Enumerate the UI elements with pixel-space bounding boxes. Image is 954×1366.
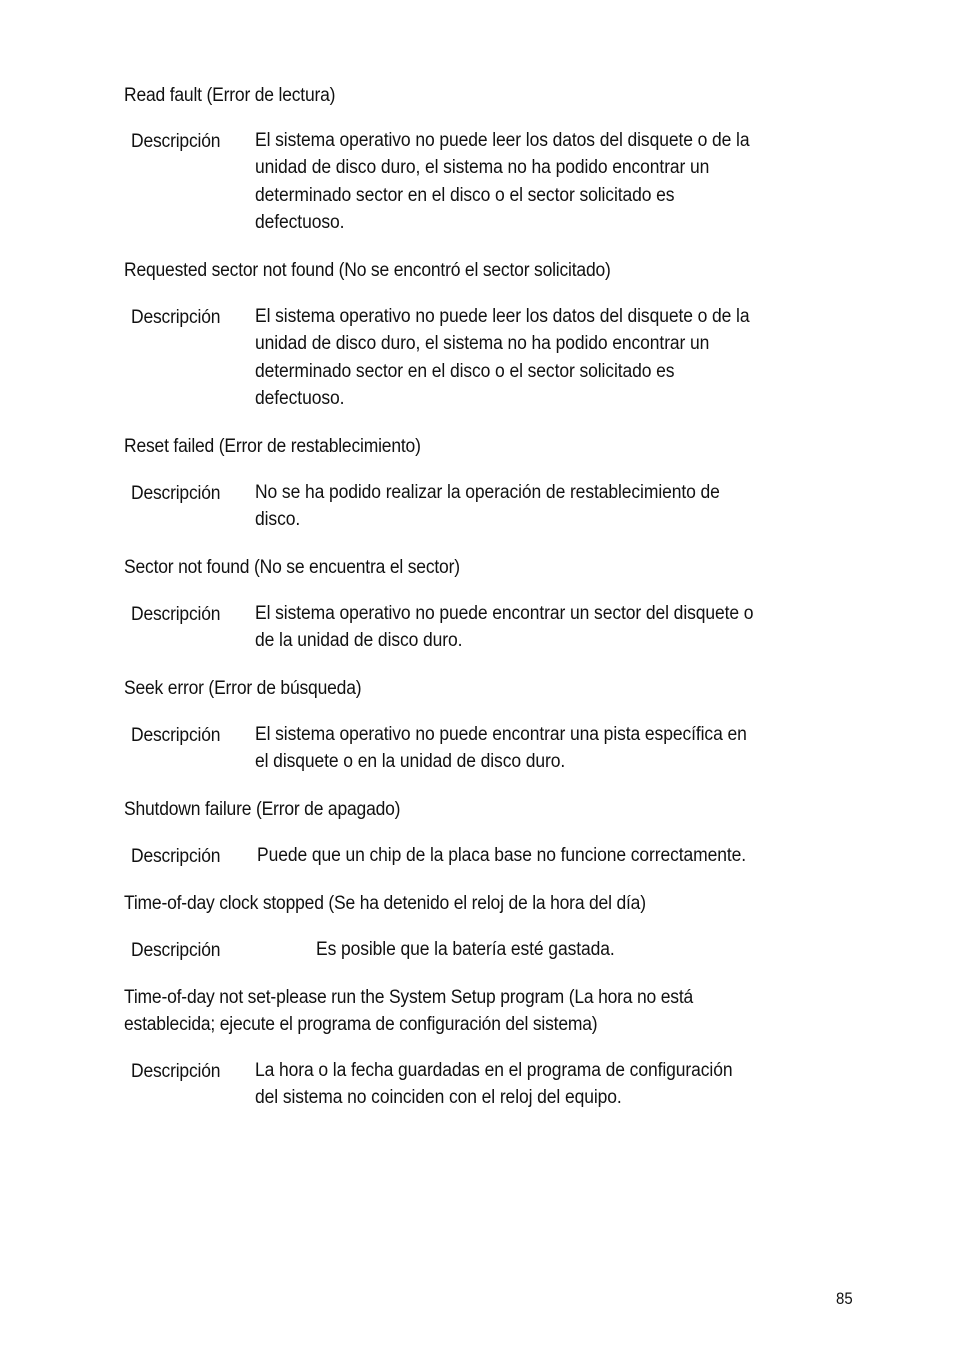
description-label: Descripción bbox=[131, 1061, 221, 1082]
description-label: Descripción bbox=[131, 846, 221, 867]
entry-heading-time-of-day-not-set: Time-of-day not set-please run the System Setup program (La hora no está establecida; ejecute el programa de configuración del sistema) bbox=[124, 987, 694, 1035]
entry-heading-time-of-day-clock-stopped: Time-of-day clock stopped (Se ha detenido el reloj de la hora del día) bbox=[124, 893, 646, 914]
description-label: Descripción bbox=[131, 604, 221, 625]
entry-heading-read-fault: Read fault (Error de lectura) bbox=[124, 85, 336, 106]
description-label: Descripción bbox=[131, 483, 221, 504]
description-text: Puede que un chip de la placa base no funcione correctamente. bbox=[257, 845, 747, 866]
description-text: No se ha podido realizar la operación de restablecimiento de disco. bbox=[255, 482, 720, 531]
entry-heading-reset-failed: Reset failed (Error de restablecimiento) bbox=[124, 436, 421, 457]
entry-heading-seek-error: Seek error (Error de búsqueda) bbox=[124, 678, 362, 699]
description-text: El sistema operativo no puede encontrar un sector del disquete o de la unidad de disco duro. bbox=[255, 603, 754, 652]
description-text: El sistema operativo no puede leer los datos del disquete o de la unidad de disco duro, el sistema no ha podido encontrar un determinado sector en el disco o el sector solicitado es defectuoso. bbox=[255, 130, 750, 233]
entry-heading-sector-not-found: Sector not found (No se encuentra el sector) bbox=[124, 557, 460, 578]
page-number: 85 bbox=[836, 1289, 853, 1308]
entry-heading-shutdown-failure: Shutdown failure (Error de apagado) bbox=[124, 799, 401, 820]
description-label: Descripción bbox=[131, 725, 221, 746]
description-text: La hora o la fecha guardadas en el programa de configuración del sistema no coinciden con el reloj del equipo. bbox=[255, 1060, 733, 1109]
description-label: Descripción bbox=[131, 940, 221, 961]
description-text: El sistema operativo no puede leer los datos del disquete o de la unidad de disco duro, el sistema no ha podido encontrar un determinado sector en el disco o el sector solicitado es defectuoso. bbox=[255, 306, 750, 409]
description-label: Descripción bbox=[131, 307, 221, 328]
entry-heading-requested-sector-not-found: Requested sector not found (No se encontró el sector solicitado) bbox=[124, 260, 611, 281]
description-label: Descripción bbox=[131, 131, 221, 152]
description-text: Es posible que la batería esté gastada. bbox=[316, 939, 615, 960]
description-text: El sistema operativo no puede encontrar una pista específica en el disquete o en la unidad de disco duro. bbox=[255, 724, 747, 773]
